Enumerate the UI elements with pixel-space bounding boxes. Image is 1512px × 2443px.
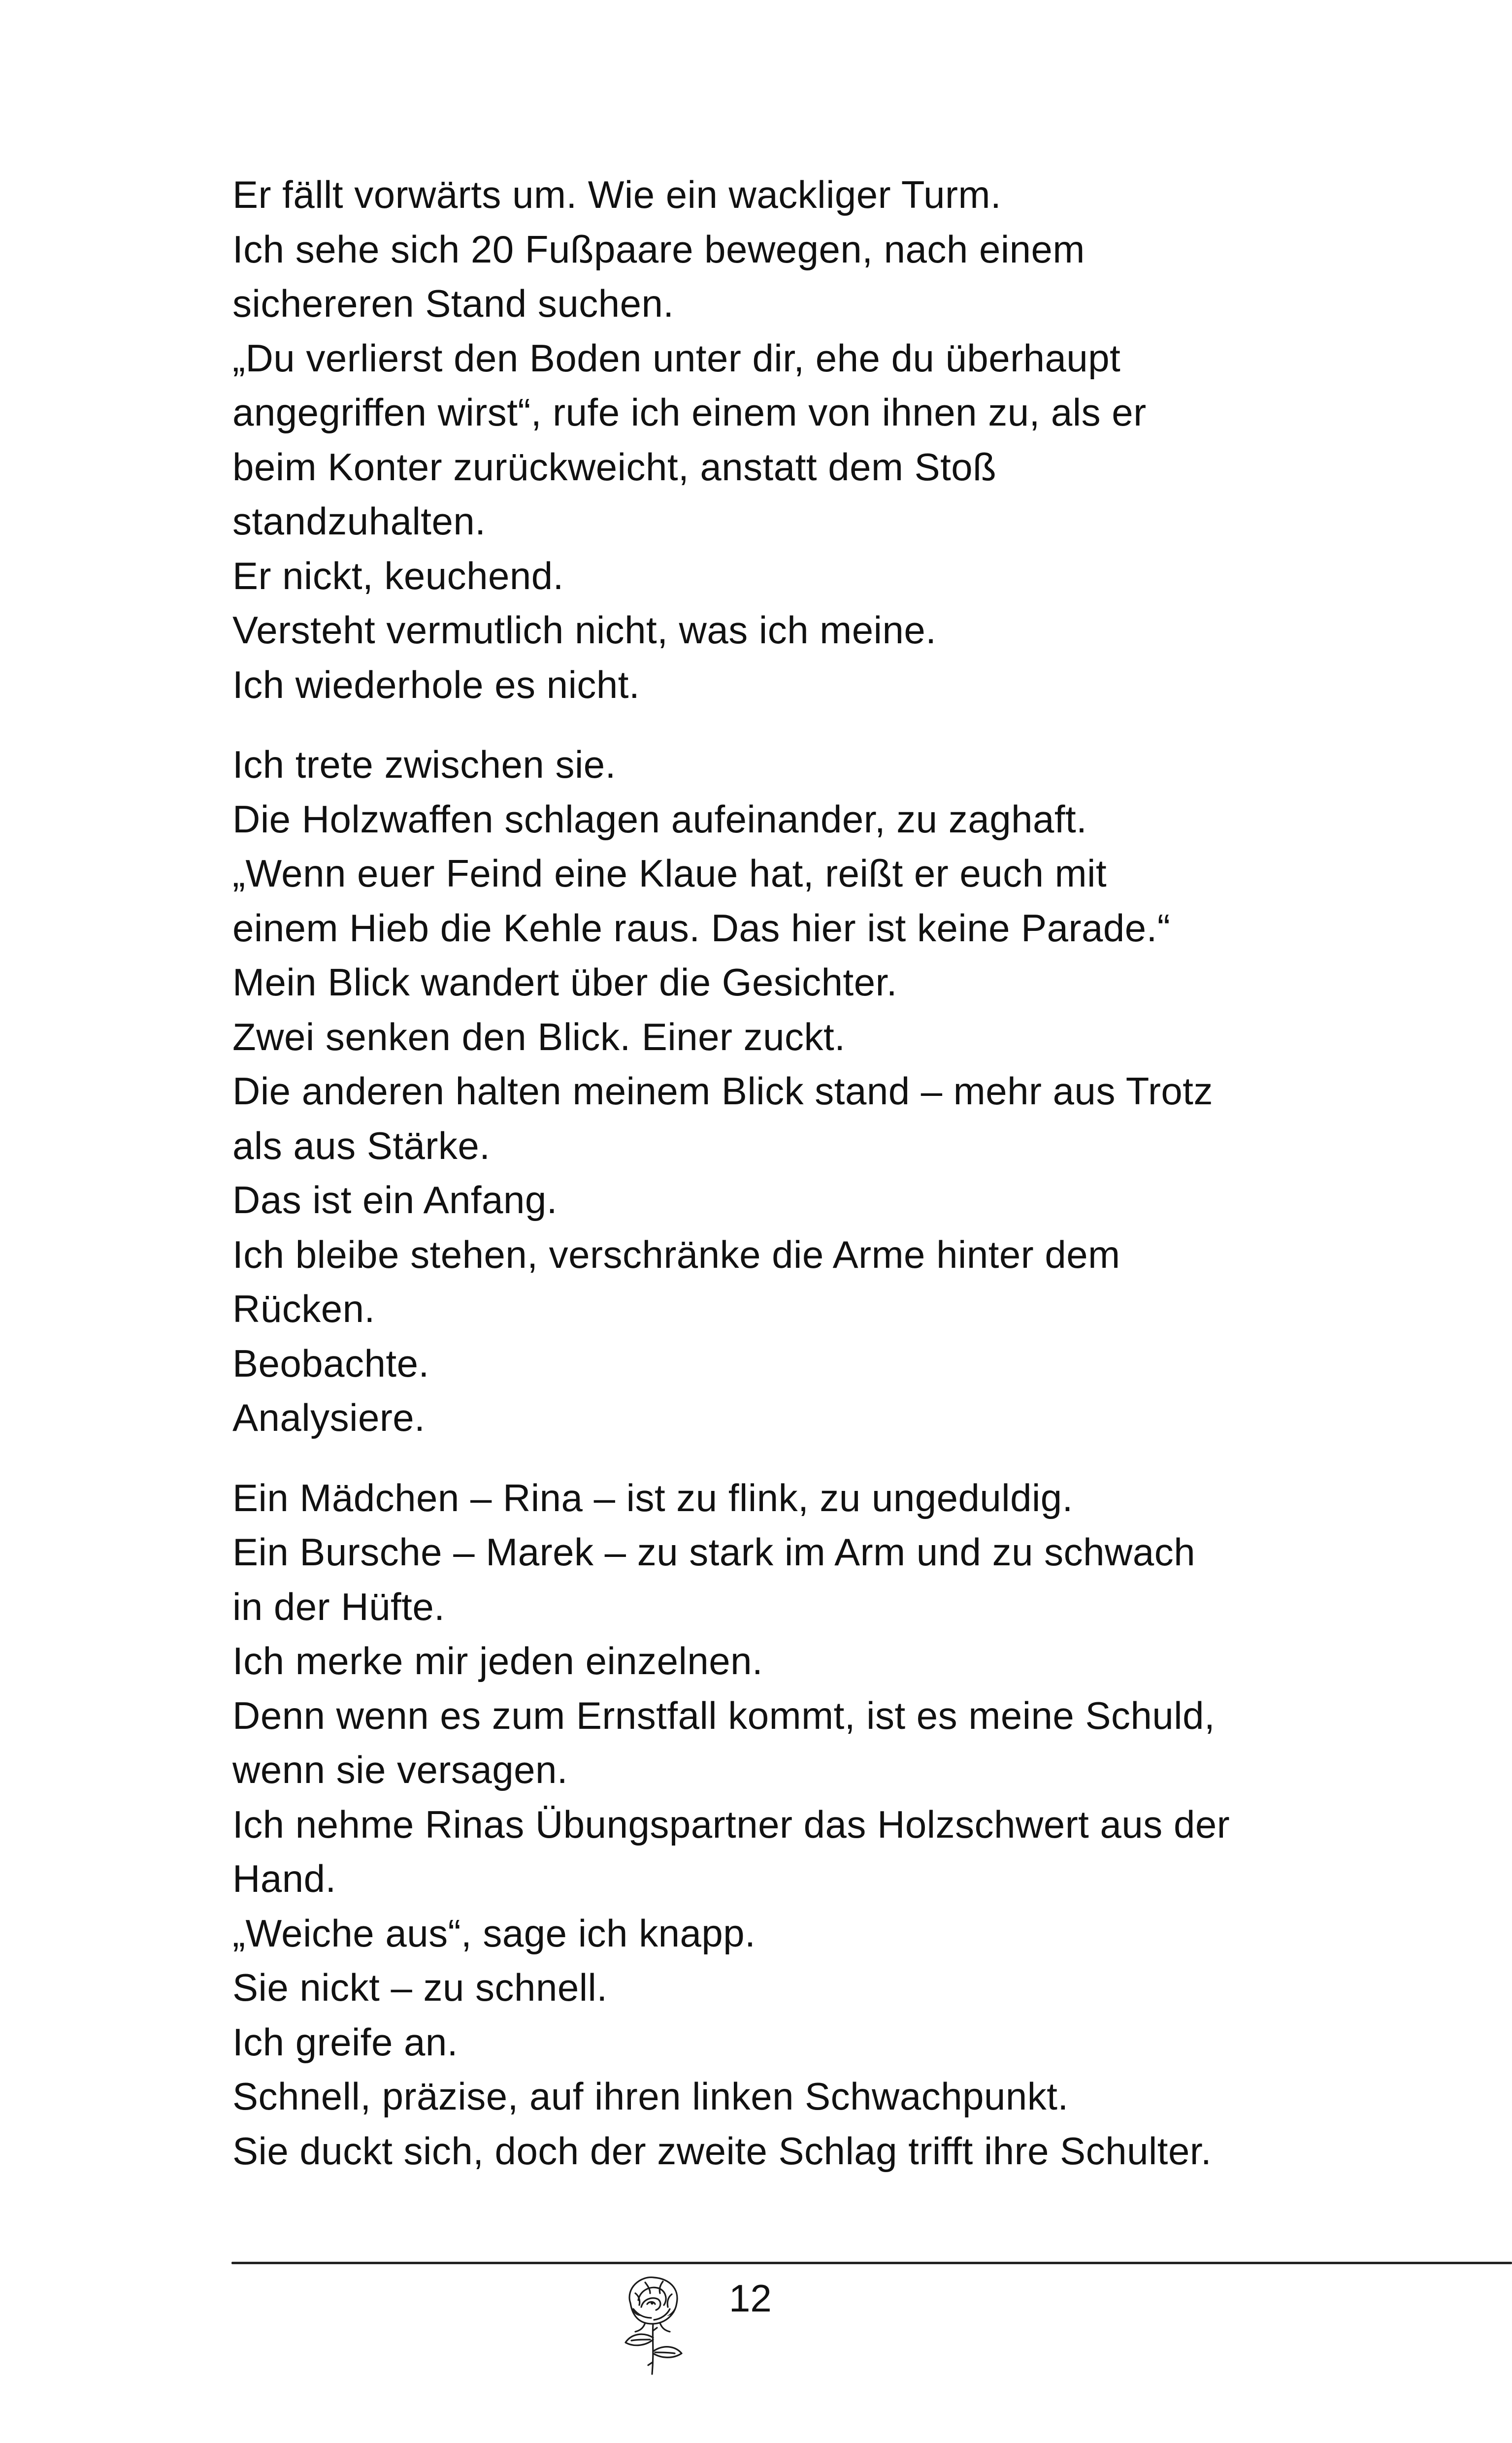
text-line: Schnell, präzise, auf ihren linken Schwachpunkt. — [232, 2075, 1069, 2118]
text-line: in der Hüfte. — [232, 1585, 445, 1628]
text-line: Er nickt, keuchend. — [232, 554, 564, 597]
text-line: Ich sehe sich 20 Fußpaare bewegen, nach einem — [232, 227, 1085, 271]
text-line: Beobachte. — [232, 1341, 429, 1385]
text-line: „Du verlierst den Boden unter dir, ehe du überhaupt — [232, 336, 1121, 380]
text-line: Hand. — [232, 1857, 336, 1900]
text-line: Die anderen halten meinem Blick stand – mehr aus Trotz — [232, 1069, 1213, 1113]
text-line: Sie duckt sich, doch der zweite Schlag trifft ihre Schulter. — [232, 2129, 1212, 2173]
text-line: Ich merke mir jeden einzelnen. — [232, 1639, 763, 1683]
paragraph — [232, 1471, 1336, 2179]
text-line: als aus Stärke. — [232, 1123, 491, 1167]
text-line: Rücken. — [232, 1287, 375, 1330]
text-line: Das ist ein Anfang. — [232, 1178, 558, 1222]
text-line: Versteht vermutlich nicht, was ich meine. — [232, 608, 937, 652]
text-line: Ich wiederhole es nicht. — [232, 662, 640, 706]
text-line: Die Holzwaffen schlagen aufeinander, zu zaghaft. — [232, 797, 1087, 841]
paragraph-gap — [232, 1445, 1336, 1471]
text-line: Ich trete zwischen sie. — [232, 743, 616, 786]
rose-icon — [611, 2269, 694, 2381]
paragraph — [232, 737, 1336, 1445]
text-line: Zwei senken den Blick. Einer zuckt. — [232, 1015, 846, 1058]
text-line: Ich nehme Rinas Übungspartner das Holzschwert aus der — [232, 1802, 1230, 1846]
text-line: Ein Mädchen – Rina – ist zu flink, zu ungeduldig. — [232, 1476, 1073, 1519]
text-line: Ich greife an. — [232, 2020, 458, 2064]
text-line: sichereren Stand suchen. — [232, 282, 674, 325]
body-text — [232, 167, 1336, 2178]
text-line: beim Konter zurückweicht, anstatt dem Stoß — [232, 445, 997, 489]
text-line: Ein Bursche – Marek – zu stark im Arm und zu schwach — [232, 1530, 1196, 1574]
text-line: „Wenn euer Feind eine Klaue hat, reißt er euch mit — [232, 852, 1107, 895]
text-line: „Weiche aus“, sage ich knapp. — [232, 1911, 756, 1955]
text-line: Sie nickt – zu schnell. — [232, 1966, 608, 2009]
text-line: standzuhalten. — [232, 499, 486, 543]
text-line: einem Hieb die Kehle raus. Das hier ist keine Parade.“ — [232, 906, 1171, 950]
paragraph-gap — [232, 712, 1336, 737]
footer-rule — [231, 2262, 1512, 2264]
text-line: angegriffen wirst“, rufe ich einem von ihnen zu, als er — [232, 391, 1147, 434]
text-line: Ich bleibe stehen, verschränke die Arme hinter dem — [232, 1232, 1120, 1276]
text-line: Er fällt vorwärts um. Wie ein wackliger Turm. — [232, 173, 1002, 216]
text-line: Denn wenn es zum Ernstfall kommt, ist es meine Schuld, — [232, 1693, 1216, 1737]
text-line: Mein Blick wandert über die Gesichter. — [232, 960, 897, 1004]
paragraph — [232, 167, 1336, 712]
text-line: wenn sie versagen. — [232, 1748, 568, 1791]
text-line: Analysiere. — [232, 1396, 426, 1439]
page-number: 12 — [729, 2277, 772, 2320]
